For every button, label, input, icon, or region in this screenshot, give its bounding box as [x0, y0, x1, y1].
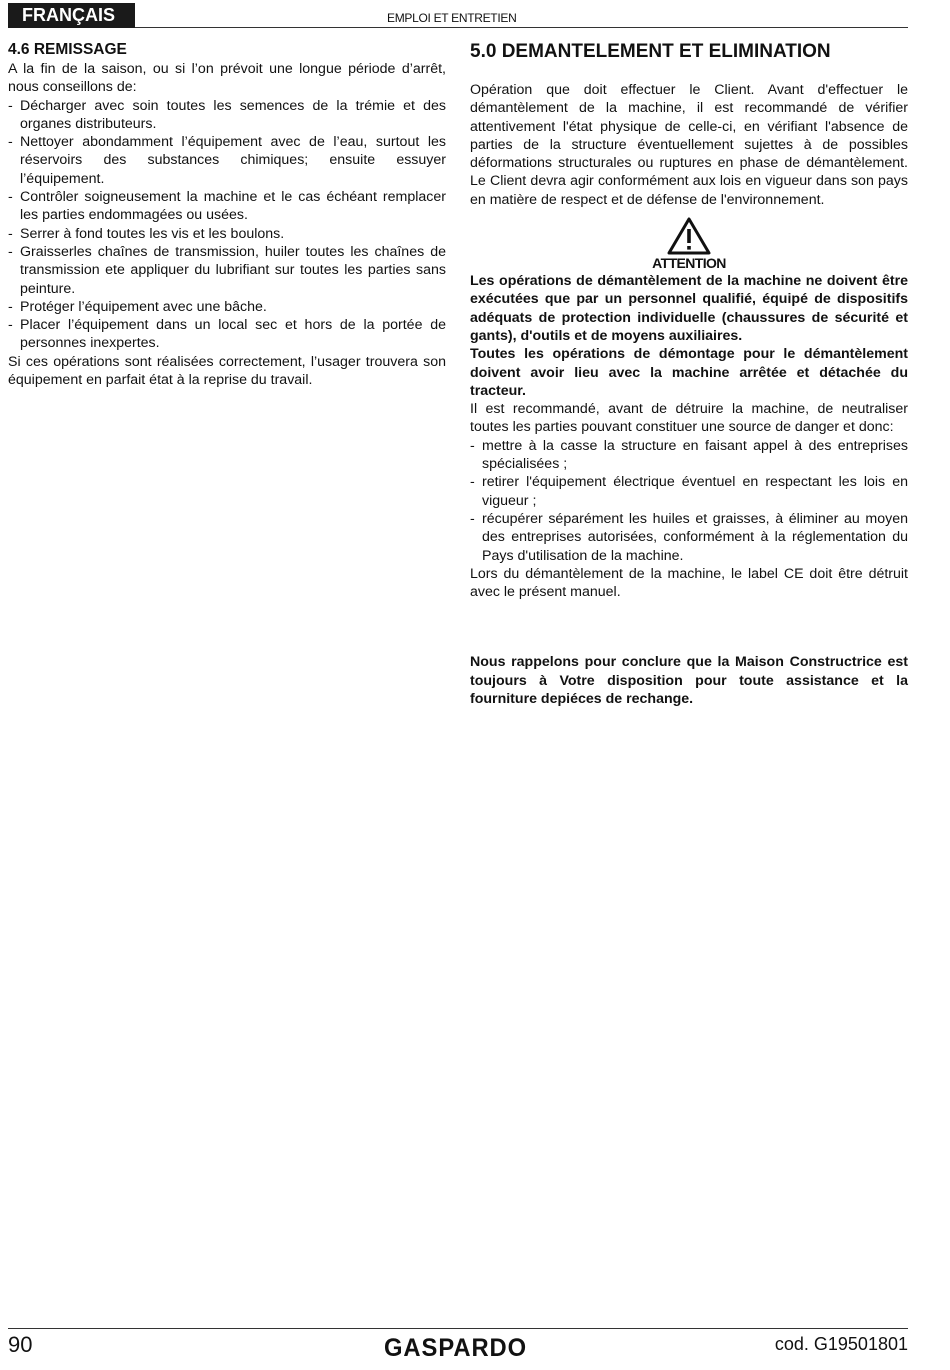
demantelement-heading: 5.0 DEMANTELEMENT ET ELIMINATION: [470, 41, 831, 62]
document-code: cod. G19501801: [774, 1334, 908, 1354]
list-item: - Nettoyer abondamment l’équipement avec de l’eau, surtout les réservoirs des substances chimiques; ensuite essuyer l’équipement.: [8, 133, 446, 188]
list-item: - retirer l'équipement électrique éventuel en respectant les lois en vigueur ;: [470, 473, 908, 510]
list-item: - Décharger avec soin toutes les semences de la trémie et des organes distributeurs.: [8, 97, 446, 134]
list-item: - Placer l’équipement dans un local sec et hors de la portée de personnes inexpertes.: [8, 316, 446, 353]
label-ce-note: Lors du démantèlement de la machine, le label CE doit être détruit avec le présent manuel.: [470, 565, 908, 601]
header-divider: [135, 27, 908, 28]
list-item: - Protéger l’équipement avec une bâche.: [8, 298, 446, 316]
brand-logo: GASPARDO: [384, 1334, 528, 1362]
list-item: - Graisserles chaînes de transmission, huiler toutes les chaînes de transmission ete appliquer du lubrifiant sur toutes les parties sans peinture.: [8, 243, 446, 298]
warning-paragraph: Toutes les opérations de démontage pour le démantèlement doivent avoir lieu avec la machine arrêtée et détachée du tracteur.: [470, 346, 908, 399]
demantelement-list: [470, 437, 908, 565]
closing-note: Nous rappelons pour conclure que la Maison Constructrice est toujours à Votre disposition pour toute assistance et la fourniture depiéces de rechange.: [470, 654, 908, 708]
left-column: [8, 40, 446, 389]
list-item: - mettre à la casse la structure en faisant appel à des entreprises spécialisées ;: [470, 437, 908, 474]
list-item: - récupérer séparément les huiles et graisses, à éliminer au moyen des entreprises autorisées, conformément à la réglementation du Pays d'utilisation de la machine.: [470, 510, 908, 565]
attention-label: ATTENTION: [652, 255, 726, 272]
list-item: - Serrer à fond toutes les vis et les boulons.: [8, 225, 446, 243]
warning-paragraph: Les opérations de démantèlement de la machine ne doivent être exécutées que par un personnel qualifié, équipé de dispositifs adéquats de protection individuelle (chaussures de sécurité et gants), d'outils et de moyens auxiliaires.: [470, 273, 908, 344]
footer-divider: [8, 1328, 908, 1329]
list-item: - Contrôler soigneusement la machine et le cas échéant remplacer les parties endommagées ou usées.: [8, 188, 446, 225]
remissage-intro: A la fin de la saison, ou si l’on prévoit une longue période d’arrêt, nous conseillons de:: [8, 61, 446, 96]
remissage-outro: Si ces opérations sont réalisées correctement, l’usager trouvera son équipement en parfait état à la reprise du travail.: [8, 353, 446, 389]
neutralise-text: Il est recommandé, avant de détruire la machine, de neutraliser toutes les parties pouvant constituer une source de danger et donc:: [470, 401, 908, 436]
page-number: 90: [8, 1332, 33, 1357]
language-tab: FRANÇAIS: [8, 3, 135, 28]
section-label: EMPLOI ET ENTRETIEN: [387, 11, 517, 25]
remissage-heading: 4.6 REMISSAGE: [8, 41, 127, 58]
demantelement-intro: Opération que doit effectuer le Client. Avant d'effectuer le démantèlement de la machine, il est recommandé de vérifier attentivement l'état physique de celle-ci, en vérifiant l'absence de parties de la structure éventuellement sujettes à de possibles déformations structurales ou ruptures en phase de démantèlement. Le Client devra agir conformément aux lois en vigueur dans son pays en matière de respect et de défense de l'environnement.: [470, 82, 908, 208]
remissage-list: [8, 97, 446, 353]
warning-triangle-icon: [667, 217, 711, 255]
right-column: [470, 40, 908, 708]
